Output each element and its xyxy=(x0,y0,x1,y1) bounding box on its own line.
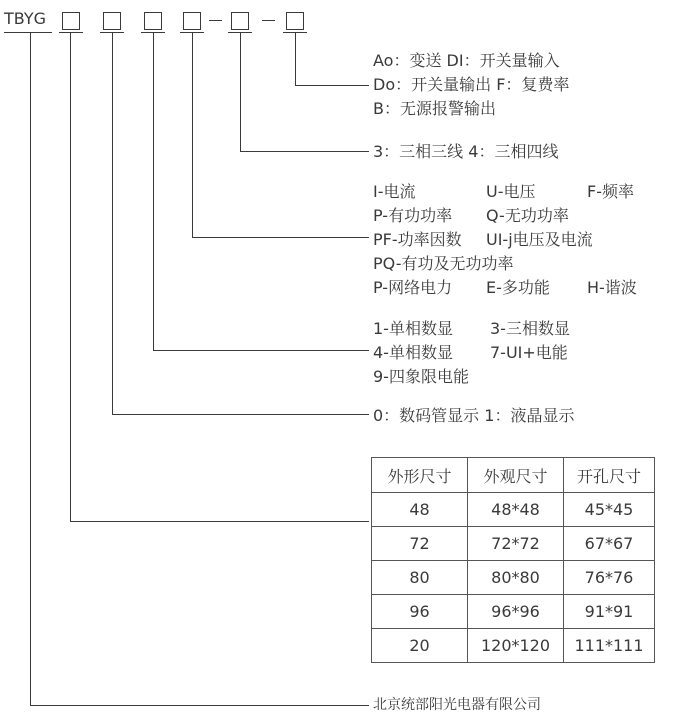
table-header-row xyxy=(372,458,655,493)
table-cell: 72 xyxy=(372,527,468,561)
table-cell: 111*111 xyxy=(564,629,655,663)
table-cell: 91*91 xyxy=(564,595,655,629)
leader-company xyxy=(31,33,370,706)
output-line-2: Do：开关量输出 F：复费率 xyxy=(373,75,570,94)
leader-display-type xyxy=(154,33,370,351)
display-type-item: 3-三相数显 xyxy=(490,319,570,338)
display-type-item: 9-四象限电能 xyxy=(373,367,469,386)
output-line-1: Ao：变送 DI：开关量输入 xyxy=(373,51,560,70)
code-box-2 xyxy=(104,13,121,30)
code-box-5 xyxy=(232,13,249,30)
model-prefix: TBYG xyxy=(4,9,47,28)
code-box-4 xyxy=(184,13,201,30)
table-cell: 45*45 xyxy=(564,493,655,527)
table-row xyxy=(372,561,655,595)
code-box-6 xyxy=(287,13,304,30)
measure-item: PF-功率因数 xyxy=(373,230,462,249)
measure-item: Q-无功功率 xyxy=(486,206,569,225)
display-mode-line: 0：数码管显示 1：液晶显示 xyxy=(373,406,575,425)
wiring-line: 3：三相三线 4：三相四线 xyxy=(373,142,559,161)
leader-wiring xyxy=(241,33,370,152)
table-cell: 96*96 xyxy=(468,595,564,629)
table-header: 外观尺寸 xyxy=(468,458,564,493)
company-name: 北京统部阳光电器有限公司 xyxy=(373,697,541,713)
leader-output xyxy=(296,33,370,86)
table-cell: 96 xyxy=(372,595,468,629)
table-cell: 80 xyxy=(372,561,468,595)
table-cell: 67*67 xyxy=(564,527,655,561)
table-cell: 80*80 xyxy=(468,561,564,595)
measure-item: UI-j电压及电流 xyxy=(486,230,593,249)
measure-item: P-网络电力 xyxy=(373,278,453,297)
display-type-item: 1-单相数显 xyxy=(373,319,453,338)
measure-item: U-电压 xyxy=(486,182,536,201)
size-table xyxy=(371,457,655,663)
leader-measure xyxy=(193,33,370,238)
code-box-3 xyxy=(145,13,162,30)
measure-item: E-多功能 xyxy=(486,278,550,297)
table-header: 开孔尺寸 xyxy=(564,458,655,493)
measure-item: P-有功功率 xyxy=(373,206,453,225)
leader-size-table xyxy=(71,33,370,522)
table-cell: 20 xyxy=(372,629,468,663)
display-type-item: 4-单相数显 xyxy=(373,343,453,362)
measure-item: PQ-有功及无功功率 xyxy=(373,254,514,273)
code-box-1 xyxy=(63,13,80,30)
table-row xyxy=(372,629,655,663)
measure-item: F-频率 xyxy=(587,182,634,201)
table-cell: 72*72 xyxy=(468,527,564,561)
table-cell: 120*120 xyxy=(468,629,564,663)
display-type-item: 7-UI+电能 xyxy=(490,343,568,362)
table-row xyxy=(372,527,655,561)
table-row xyxy=(372,595,655,629)
output-line-3: B：无源报警输出 xyxy=(373,99,496,118)
measure-item: H-谐波 xyxy=(587,278,637,297)
table-header: 外形尺寸 xyxy=(372,458,468,493)
table-row xyxy=(372,493,655,527)
table-cell: 76*76 xyxy=(564,561,655,595)
table-cell: 48 xyxy=(372,493,468,527)
table-cell: 48*48 xyxy=(468,493,564,527)
measure-item: I-电流 xyxy=(373,182,416,201)
